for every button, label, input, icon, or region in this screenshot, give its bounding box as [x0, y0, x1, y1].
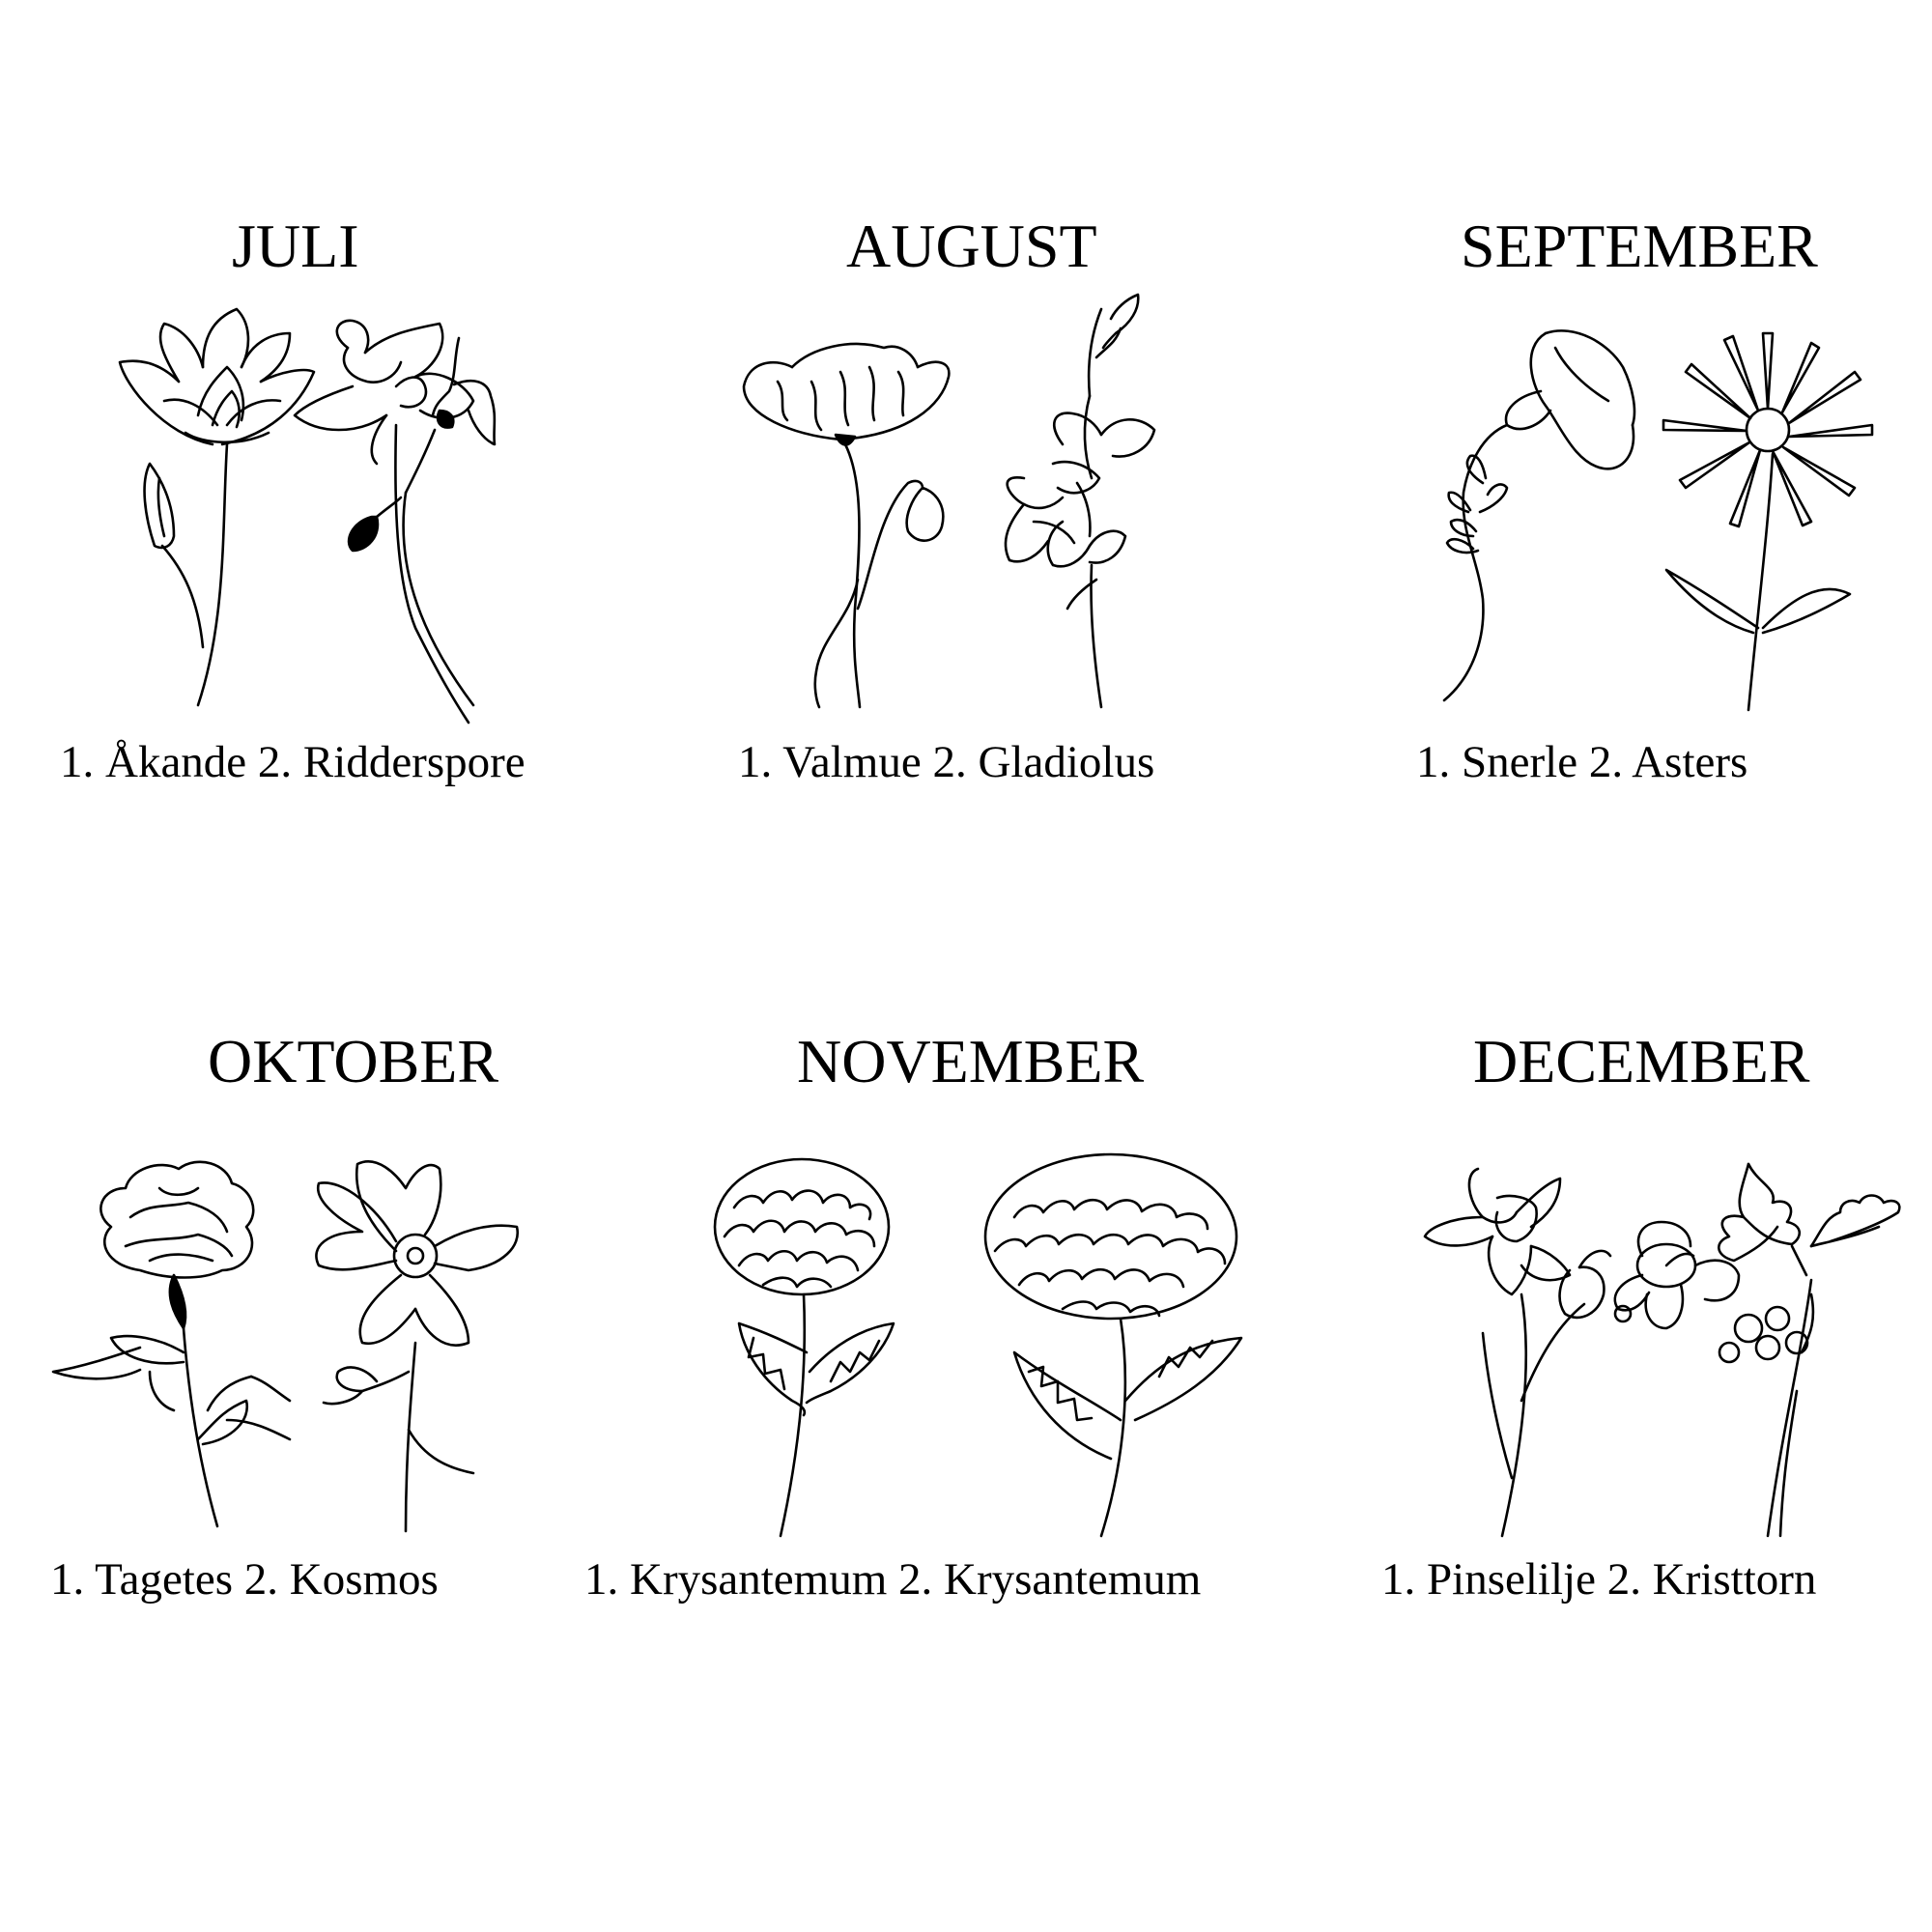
flower-illustration-august [734, 290, 1188, 715]
flower-illustration-september [1439, 319, 1893, 724]
mum-petals-1 [724, 1191, 874, 1287]
month-title-september: SEPTEMBER [1461, 212, 1818, 280]
month-title-oktober: OKTOBER [208, 1027, 499, 1095]
flower-illustration-oktober [43, 1150, 546, 1536]
flower-names-september: 1. Snerle 2. Asters [1416, 737, 1748, 787]
flower-illustration-juli [106, 309, 560, 724]
month-title-november: NOVEMBER [797, 1027, 1145, 1095]
flower-illustration-november [696, 1150, 1275, 1546]
flower-names-juli: 1. Åkande 2. Ridderspore [60, 737, 526, 787]
flower-names-november: 1. Krysantemum 2. Krysantemum [584, 1554, 1202, 1605]
flower-names-august: 1. Valmue 2. Gladiolus [738, 737, 1155, 787]
month-title-juli: JULI [232, 212, 359, 280]
flower-names-december: 1. Pinselilje 2. Kristtorn [1381, 1554, 1817, 1605]
flower-names-oktober: 1. Tagetes 2. Kosmos [50, 1554, 439, 1605]
aster-petals [1663, 333, 1872, 526]
flower-illustration-december [1425, 1159, 1908, 1546]
month-title-december: DECEMBER [1473, 1027, 1810, 1095]
month-title-august: AUGUST [846, 212, 1097, 280]
